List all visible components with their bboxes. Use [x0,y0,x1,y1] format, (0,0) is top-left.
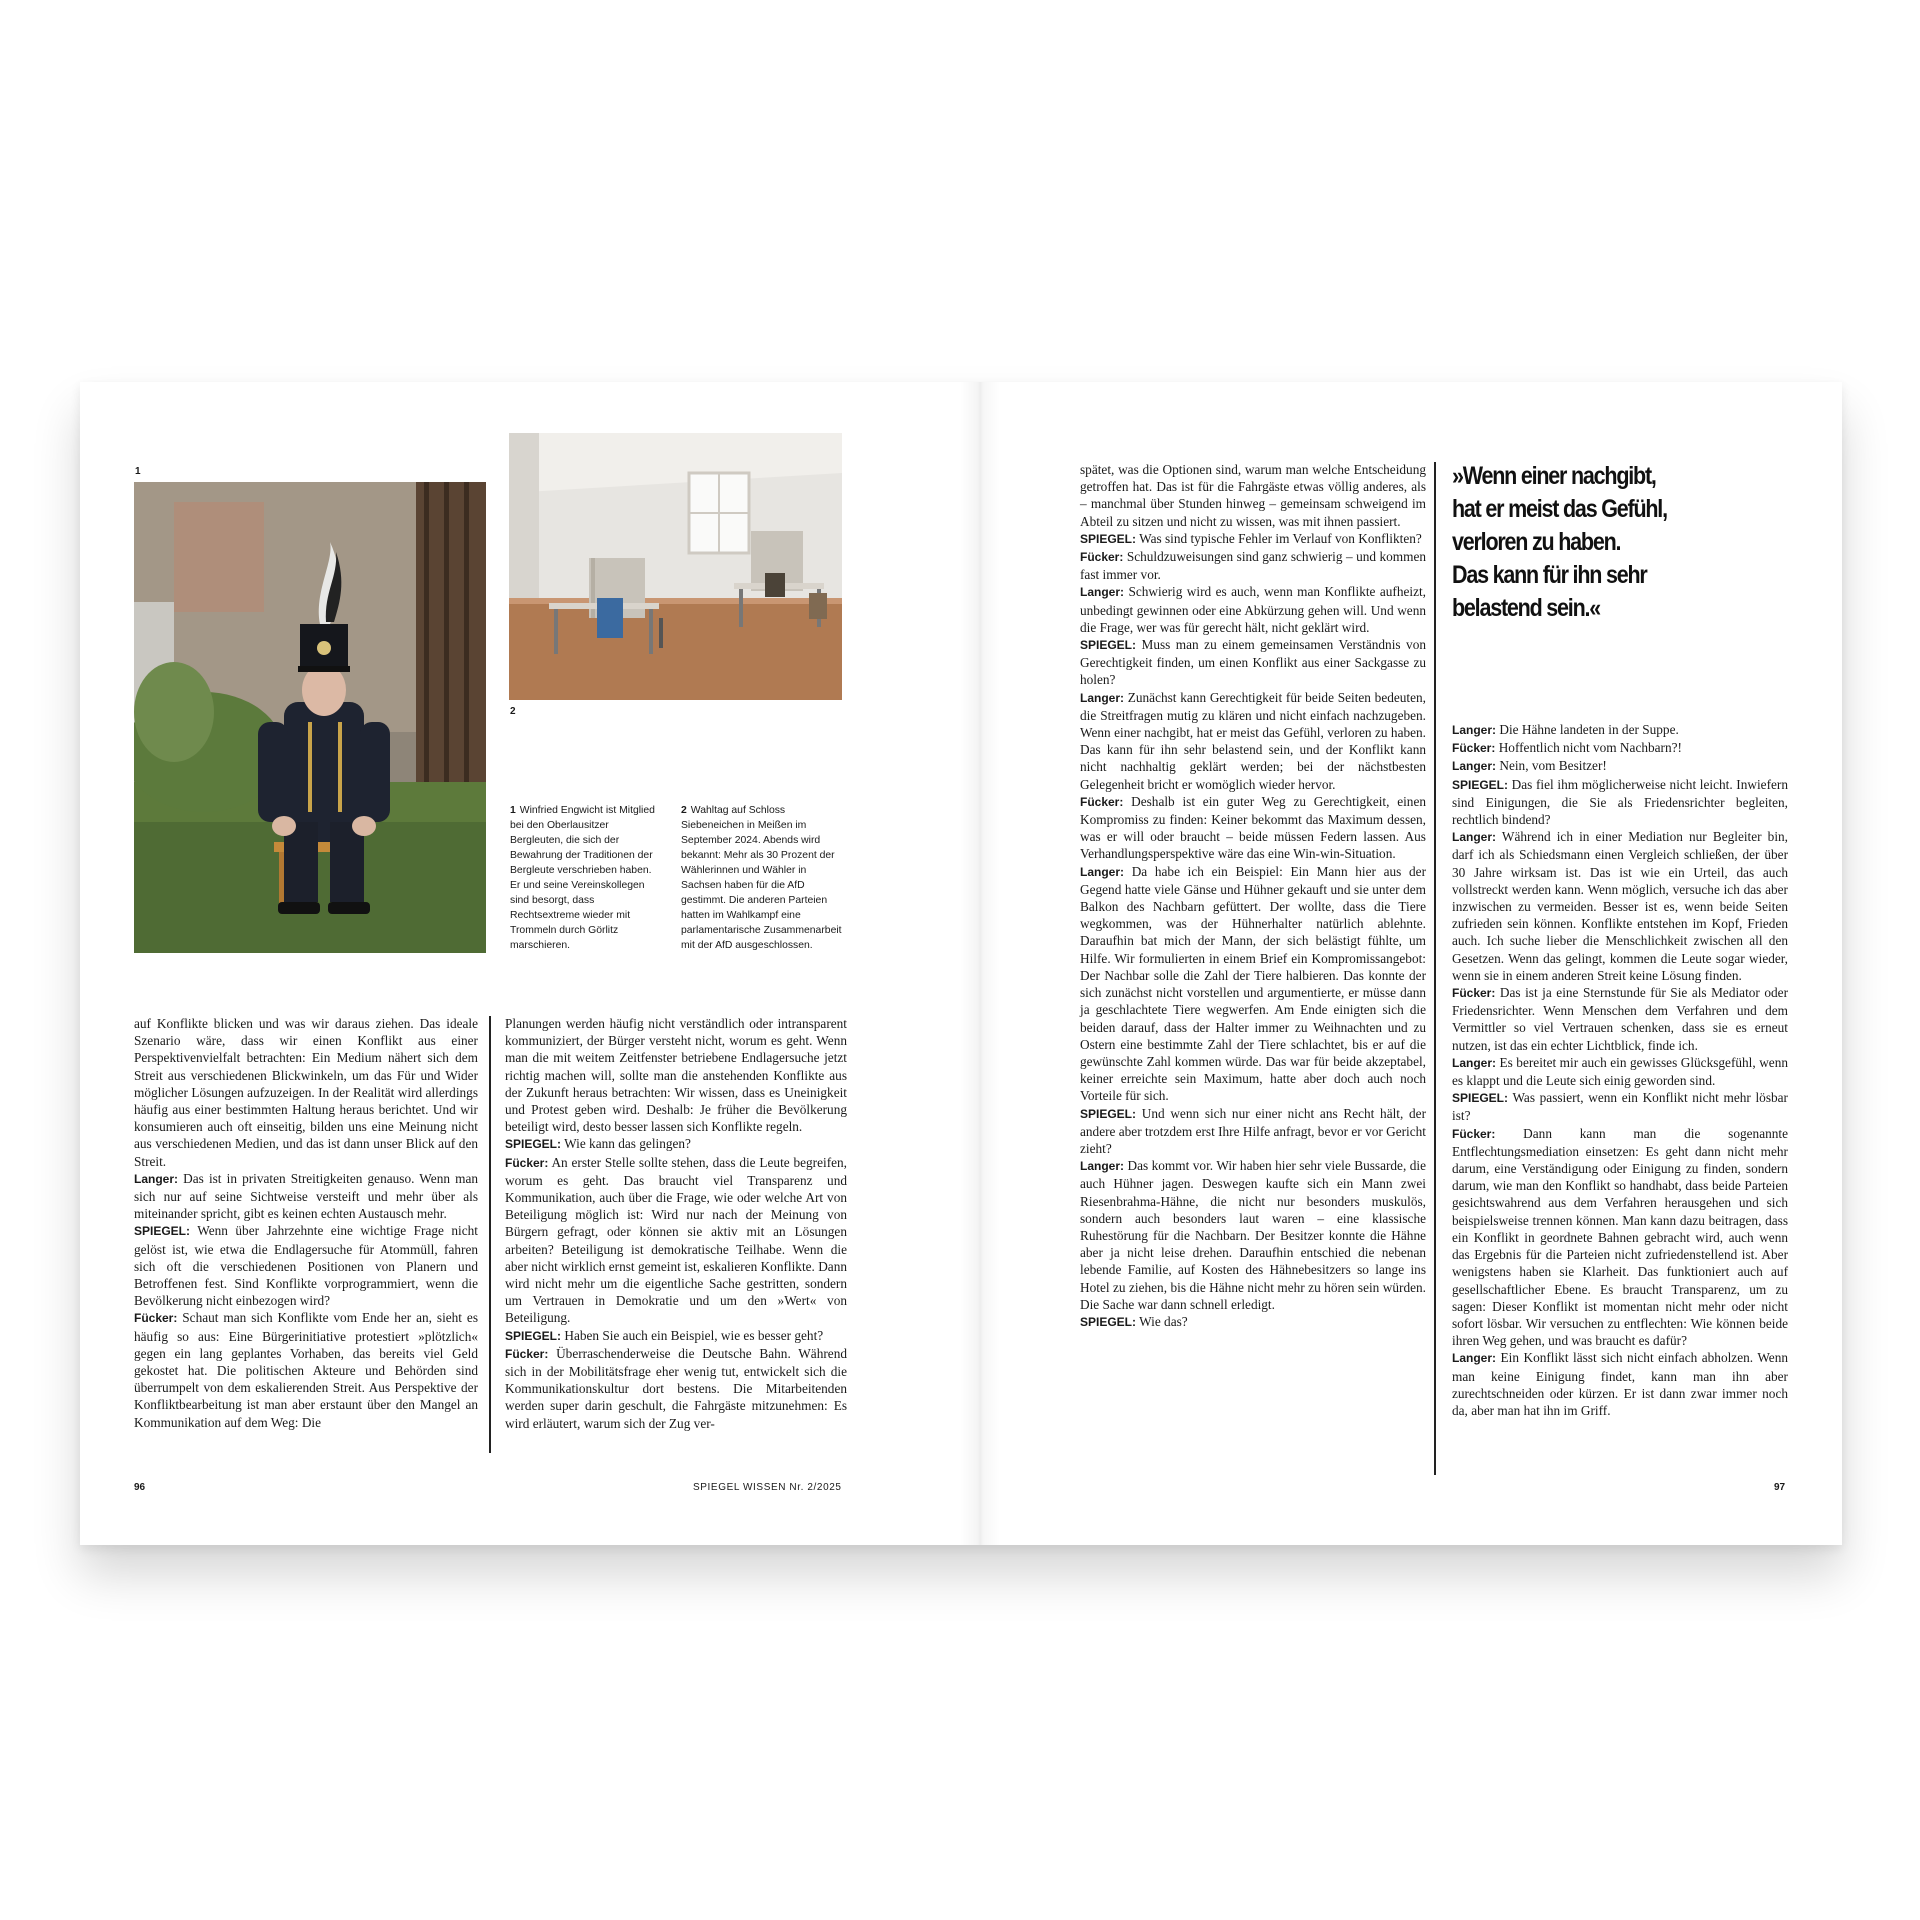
paragraph-text: Das fiel ihm möglicherweise nicht leicht. Inwiefern sind Einigungen, die Sie als Friedensrichter begleiten, rechtlich bindend? [1452,776,1788,828]
paragraph-text: Das ist ja eine Sternstunde für Sie als Mediator oder Friedensrichter. Wenn Menschen dem Verfahren und dem Vermittler so viel Vertrauen schenken, dass sie es erneut nutzen, ist das ein echter Lichtblick, finde ich. [1452,985,1788,1053]
speaker-label: Langer: [1452,723,1497,737]
text-column-1 [134,1015,478,1431]
paragraph [1452,1089,1788,1124]
caption-2-number: 2 [681,805,687,816]
paragraph-text: Dann kann man die sogenannte Entflechtungsmediation einsetzen: Es geht dann nicht mehr darum, eine Verständigung oder Einigung zu finden, sondern darum, wie man den Konflikt so handhabt, dass beide Parteien gesichtswahrend aus dem Verfahren herausgehen und sich beispielsweise trennen können. Man kann dazu beitragen, dass ein Konflikt in geordnete Bahnen gebracht wird, auch wenn das Ergebnis für die Parteien nicht zufriedenstellend ist. Aber wenigstens haben sie Klarheit. Das funktioniert auch auf gesellschaftlicher Ebene. Es braucht Transparenz, um zu sagen: Dieser Konflikt ist momentan nicht mehr oder nicht sofort lösbar. Wir versuchen zu entflechten: Wie können beide ihren Weg gehen, und was braucht es dafür? [1452,1125,1788,1349]
paragraph-text: Das ist in privaten Streitigkeiten genauso. Wenn man sich nur auf seine Sichtweise versteift und mehr über als miteinander spricht, gibt es keinen echten Austausch mehr. [134,1170,478,1222]
figure-2-number: 2 [510,706,516,717]
speaker-label: SPIEGEL: [1080,1314,1137,1329]
paragraph [134,1222,478,1309]
paragraph [1080,1313,1426,1331]
paragraph-text: Schuldzuweisungen sind ganz schwierig – und kommen fast immer vor. [1080,549,1427,583]
caption-1-text: Winfried Engwicht ist Mitglied bei den Oberlausitzer Bergleuten, die sich der Bewahrung der Traditionen der Bergleute verschrieben haben. Er und seine Vereinskollegen sind besorgt, dass Rechtsextreme wieder mit Trommeln durch Görlitz marschieren. [510,805,655,951]
pull-quote [1452,460,1667,625]
paragraph [1080,548,1426,583]
speaker-label: Langer: [1080,585,1125,600]
speaker-label: SPIEGEL: [1452,1091,1509,1106]
paragraph [1080,461,1426,530]
text-column-3 [1080,461,1426,1331]
paragraph-text: Was sind typische Fehler im Verlauf von Konflikten? [1139,530,1422,546]
paragraph [1452,1054,1788,1089]
caption-2-text: Wahltag auf Schloss Siebeneichen in Meißen im September 2024. Abends wird bekannt: Mehr als 30 Prozent der Wählerinnen und Wähler in Sachsen haben für die AfD gestimmt. Die anderen Parteien hatten im Wahlkampf eine parlamentarische Zusammenarbeit mit der AfD ausgeschlossen. [681,805,842,951]
paragraph [134,1170,478,1223]
paragraph [505,1015,847,1135]
paragraph-text: Planungen werden häufig nicht verständlich oder intransparent kommuniziert, der Bürger versteht nicht, worum es geht. Wenn man die mit weitem Zeitfenster betriebene Endlagersuche jetzt richtig machen will, sollte man die anstehenden Konflikte aus der Zukunft heraus betrachten: Wir wissen, dass es Uneinigkeit und Protest geben wird. Deshalb: Je früher die Bevölkerung beteiligt wird, desto besser lassen sich Konflikte regeln. [505,1016,847,1135]
paragraph [1452,984,1788,1054]
paragraph [134,1015,478,1170]
page-gutter [960,382,1000,1545]
paragraph-text: Wie kann das gelingen? [564,1136,691,1152]
paragraph [505,1327,847,1345]
speaker-label: Langer: [1452,1351,1497,1366]
speaker-label: Fücker: [505,1346,549,1361]
text-column-4 [1452,721,1788,1419]
speaker-label: Fücker: [505,1155,549,1170]
paragraph [1080,689,1426,793]
paragraph-text: Schwierig wird es auch, wenn man Konflikte aufheizt, unbedingt gewinnen oder eine Abkürzung gehen will. Und wenn die Frage, wer was für gerecht hält, nicht geklärt wird. [1080,584,1427,635]
paragraph-text: Wie das? [1139,1313,1188,1329]
paragraph-text: Da habe ich ein Beispiel: Ein Mann hier aus der Gegend hatte viele Gänse und Hühner gekauft und sie unter dem Balkon des Nachbarn gefüttert. Der wollte, dass die Tiere wegkommen, was der Hühnerhalter natürlich ablehnte. Daraufhin bat mich der Mann, der sich belästigt fühlte, um Hilfe. Wir formulierten in einem Brief ein Kompromissangebot: Der Nachbar solle die Zahl der Tiere halbieren. Das konnte der sich zunächst nicht vorstellen und argumentierte, er müsse dann ja geschlachtete Tiere wegwerfen. Am Ende einigten sich die beiden darauf, dass der Halter immer zu Weihnachten und zu Ostern eine bestimmte Zahl der Tiere schlachtet, bis er auf die gewünschte Zahl kommen würde. Das war für beide akzeptabel, keiner erreichte sein Maximum, hatte aber doch auch noch Vorteile für sich. [1080,863,1427,1104]
magazine-spread [80,382,1842,1545]
paragraph-text: Das kommt vor. Wir haben hier sehr viele Bussarde, die auch Hühner jagen. Deswegen kaufte sich ein Mann zwei Riesenbrahma-Hähne, die nicht nur besonders muskulös, sondern auch besonders laut waren – eine klassische Ruhestörung für die Nachbarn. Der Besitzer konnte die Hähne aber ja nicht leise drehen. Daraufhin entschied die nebenan lebende Familie, auf Kosten des Hähnebesitzers so lange ins Hotel zu ziehen, bis die Hähne nicht mehr zu hören sein würden. Die Sache war dann schnell erledigt. [1080,1158,1426,1312]
speaker-label: Langer: [1452,1055,1497,1070]
paragraph-text: Nein, vom Besitzer! [1499,758,1607,774]
paragraph [1080,530,1426,548]
speaker-label: SPIEGEL: [1080,638,1137,653]
speaker-label: SPIEGEL: [134,1224,191,1239]
paragraph [134,1309,478,1430]
pull-quote-line: hat er meist das Gefühl, [1452,495,1667,523]
paragraph-text: Ein Konflikt lässt sich nicht einfach abholzen. Wenn man keine Einigung findet, kann man ihn aber zurechtschneiden oder kürzen. Er ist dann zwar immer noch da, aber man hat ihn im Griff. [1452,1350,1789,1418]
speaker-label: Langer: [1080,864,1125,879]
pull-quote-line: Das kann für ihn sehr [1452,561,1647,589]
paragraph [1080,1105,1426,1158]
paragraph [1452,1349,1788,1419]
paragraph-text: Und wenn sich nur einer nicht ans Recht hält, der andere aber trotzdem erst Ihre Hilfe anfragt, bevor er vor Gericht zieht? [1080,1105,1426,1156]
paragraph [1080,1157,1426,1313]
paragraph-text: Es bereitet mir auch ein gewisses Glücksgefühl, wenn es klappt und die Leute sich einig geworden sind. [1452,1054,1788,1089]
speaker-label: Langer: [1452,830,1497,845]
speaker-label: SPIEGEL: [1080,1106,1137,1121]
page-number-left: 96 [134,1482,146,1493]
paragraph-text: Zunächst kann Gerechtigkeit für beide Seiten bedeuten, die Streitfragen mutig zu klären und nicht einfach nachzugeben. Wenn einer nachgibt, hat er meist das Gefühl, verloren zu haben. Das kann für ihn sehr belastend sein, und der Konflikt kann nicht nachhaltig geklärt werden; bei der nächstbesten Gelegenheit bricht er womöglich wieder hervor. [1080,689,1427,792]
column-rule-right [1434,462,1436,1475]
paragraph-text: Hoffentlich nicht vom Nachbarn?! [1498,740,1682,756]
speaker-label: Langer: [1452,759,1497,774]
paragraph [1080,793,1426,863]
speaker-label: SPIEGEL: [505,1328,562,1343]
paragraph-text: spätet, was die Optionen sind, warum man welche Entscheidung getroffen hat. Das ist für die Fahrgäste etwas völlig anderes, als – manchmal über Stunden hinweg – gemeinsam schweigend im Abteil zu sitzen und nicht zu wissen, was mit ihnen passiert. [1080,462,1426,529]
paragraph-text: Was passiert, wenn ein Konflikt nicht mehr lösbar ist? [1452,1090,1788,1124]
speaker-label: SPIEGEL: [1452,777,1509,792]
paragraph [1080,583,1426,636]
speaker-label: Langer: [1080,1159,1125,1174]
paragraph-text: auf Konflikte blicken und was wir daraus ziehen. Das ideale Szenario wäre, dass wir einen Konflikt aus einer Perspektivenvielfalt betrachten: Ein Medium nähert sich dem Streit aus verschiedenen Blickwinkeln, um das Für und Wider möglicher Lösungen aufzuzeigen. In der Realität wird allerdings häufig aus einer bestimmten Haltung heraus berichtet. Und wir konsumieren auch oft einseitig, bilden uns eine Meinung nicht aus verschiedenen Medien, und das ist dann unser Blick auf den Streit. [134,1016,478,1169]
speaker-label: SPIEGEL: [1080,531,1137,546]
paragraph [505,1154,847,1327]
paragraph-text: Während ich in einer Mediation nur Begleiter bin, darf ich als Schiedsmann einen Vergleich schließen, der über 30 Jahre wirksam ist. Das ist wie ein Urteil, das auch vollstreckt werden kann. Wenn möglich, versuche ich das aber inzwischen zu vermeiden. Besser ist es, wenn beide Seiten zufrieden sein können. Konflikte entstehen im Kopf, Frieden auch. Ich suche lieber die Menschlichkeit zwischen all den Gesetzen. Wenn das gelingt, kommen die Leute sogar wieder, wenn sie in einem anderen Streit keine Lösung finden. [1452,829,1788,983]
paragraph [1452,828,1788,984]
page-number-right: 97 [1774,1482,1786,1493]
paragraph-text: Haben Sie auch ein Beispiel, wie es besser geht? [564,1327,824,1343]
paragraph-text: Wenn über Jahrzehnte eine wichtige Frage nicht gelöst ist, wie etwa die Endlagersuche für Atommüll, fahren sich oft die verschiedenen Positionen von Planern und Betroffenen fest. Sind Konflikte vorprogrammiert, wenn die Bevölkerung nicht einbezogen wird? [134,1223,478,1309]
paragraph [505,1345,847,1432]
paragraph [1452,776,1788,829]
speaker-label: Fücker: [134,1311,178,1326]
photo-miner-portrait [134,482,486,953]
paragraph [1452,721,1788,739]
pull-quote-line: belastend sein.« [1452,594,1601,622]
paragraph [505,1135,847,1153]
magazine-footer: SPIEGEL WISSEN Nr. 2/2025 [693,1482,842,1493]
speaker-label: SPIEGEL: [505,1137,562,1152]
speaker-label: Langer: [1080,690,1125,705]
speaker-label: Fücker: [1452,1126,1496,1141]
paragraph [1452,739,1788,757]
paragraph-text: Die Hähne landeten in der Suppe. [1499,722,1679,737]
paragraph-text: Überraschenderweise die Deutsche Bahn. Während sich in der Mobilitätsfrage eher wenig tut, entwickelt sich die Kommunikationskultur dort bestens. Die Mitarbeitenden werden super darin geschult, die Fahrgäste mitzunehmen: Es wird erläutert, warum sich der Zug ver- [505,1345,847,1431]
speaker-label: Fücker: [1080,794,1124,809]
paragraph [1080,636,1426,689]
speaker-label: Fücker: [1452,986,1496,1001]
pull-quote-line: »Wenn einer nachgibt, [1452,462,1656,490]
paragraph-text: Schaut man sich Konflikte vom Ende her an, sieht es häufig so aus: Eine Bürgerinitiative protestiert »plötzlich« gegen ein lang geplantes Vorhaben, das bereits viel Geld gekostet hat. Die politischen Akteure und Behörden sind überrumpelt von dem eskalierenden Streit. Aus Perspektive der Konfliktbearbeitung ist man aber erstaunt über den Mangel an Kommunikation auf dem Weg: Die [134,1310,478,1430]
speaker-label: Fücker: [1452,741,1496,756]
caption-figure-1 [510,803,660,953]
paragraph-text: Deshalb ist ein guter Weg zu Gerechtigkeit, einen Kompromiss zu finden: Keiner bekommt das Maximum dessen, was er will oder braucht – beide müssen Federn lassen. Aus Verhandlungsperspektive wäre das eine Win-win-Situation. [1080,793,1426,862]
caption-1-number: 1 [510,805,516,816]
column-rule-left [489,1016,491,1453]
text-column-2 [505,1015,847,1432]
paragraph-text: Muss man zu einem gemeinsamen Verständnis von Gerechtigkeit finden, um einen Konflikt aus einer Sackgasse zu holen? [1080,637,1426,688]
paragraph [1452,757,1788,775]
speaker-label: Langer: [134,1171,179,1186]
paragraph-text: An erster Stelle sollte stehen, dass die Leute begreifen, worum es geht. Das braucht viel Transparenz und Kommunikation, auch über die Frage, wie oder welche Art von Beteiligung möglich ist: Wird nur nach der Meinung von Bürgern gefragt, oder können sie aktiv mit an Lösungen arbeiten? Beteiligung ist demokratische Teilhabe. Wenn die aber nicht wirklich ernst gemeint ist, eskalieren Konflikte. Dann wird nicht mehr um die eigentliche Sache gestritten, sondern um Vertrauen in Demokratie und um den »Wert« von Beteiligung. [505,1154,847,1326]
pull-quote-line: verloren zu haben. [1452,528,1621,556]
paragraph [1452,1125,1788,1350]
caption-figure-2 [681,803,843,953]
paragraph [1080,863,1426,1105]
photo-polling-station [509,433,842,700]
speaker-label: Fücker: [1080,550,1124,565]
figure-1-number: 1 [135,466,141,477]
